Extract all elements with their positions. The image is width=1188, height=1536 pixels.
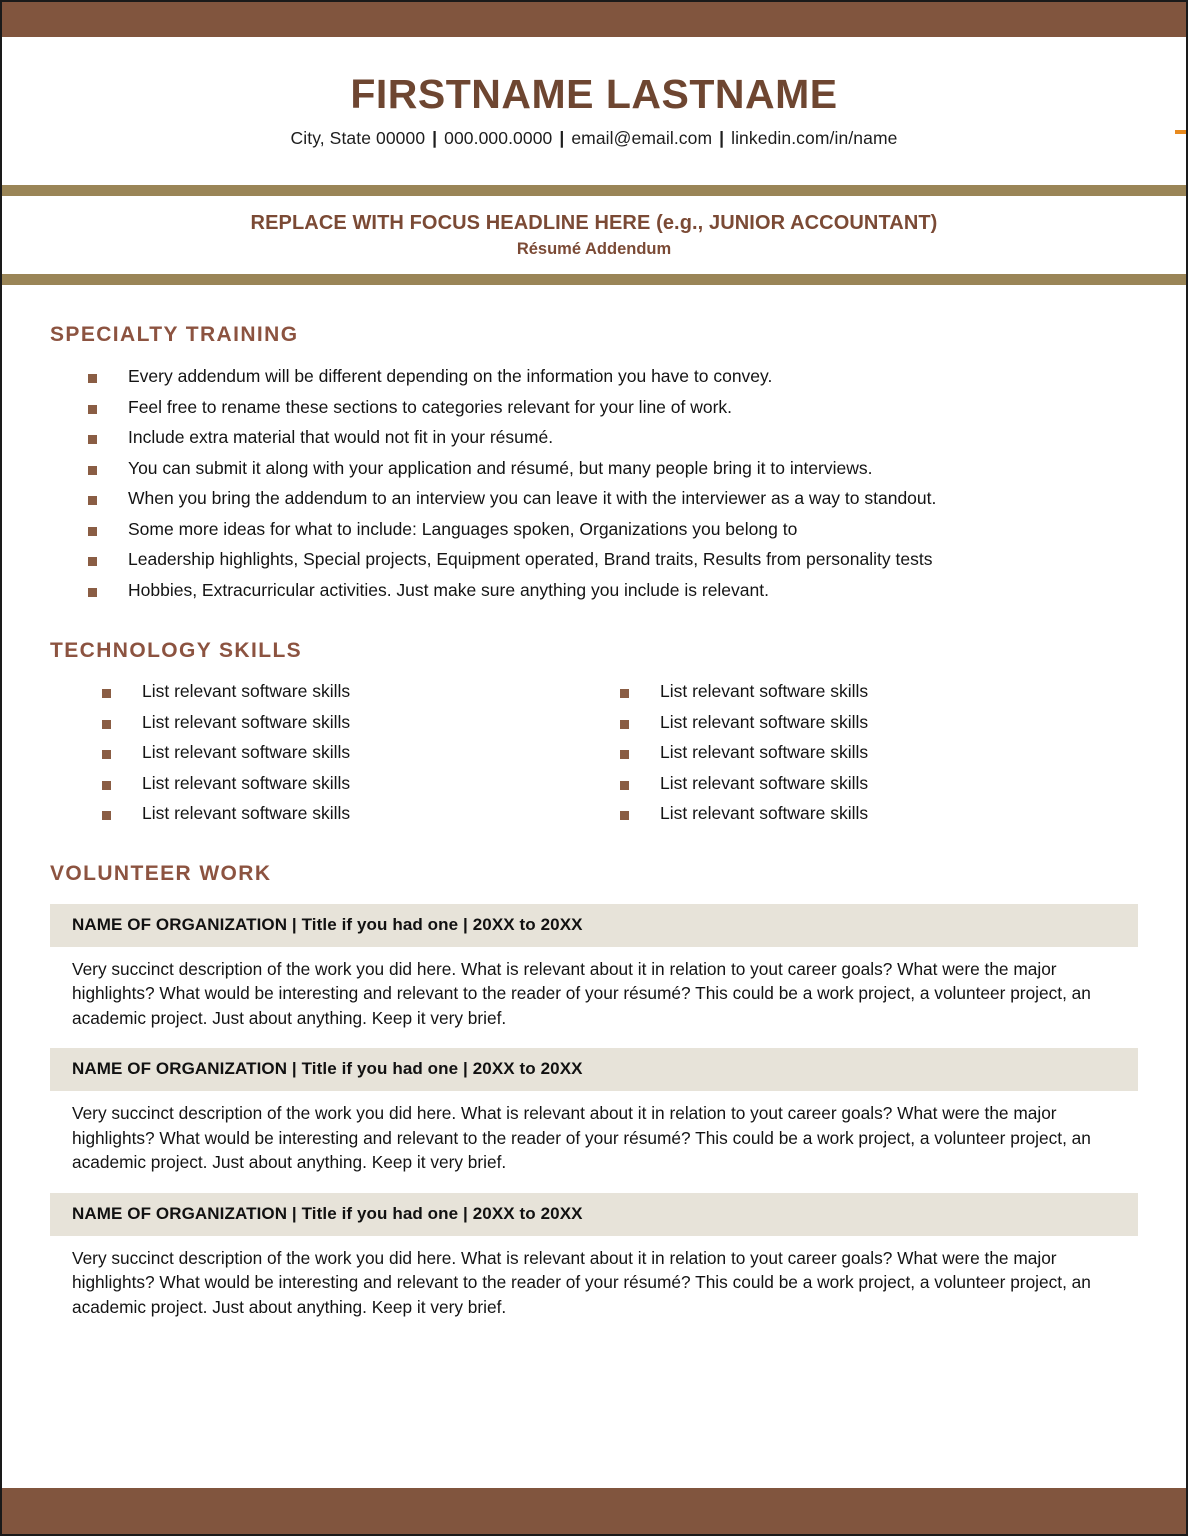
volunteer-entry-heading: NAME OF ORGANIZATION | Title if you had one | 20XX to 20XX	[50, 904, 1138, 947]
volunteer-entry	[50, 904, 1138, 1031]
contact-phone: 000.000.0000	[444, 127, 553, 148]
technology-skills-columns	[50, 683, 1138, 836]
volunteer-entry	[50, 1193, 1138, 1320]
volunteer-entry-description: Very succinct description of the work you did here. What is relevant about it in relation to yout career goals? What were the major highlights? What would be interesting and relevant to the reader of your résumé? This could be a work project, a volunteer project, an academic project. Just about anything. Keep it very brief.	[72, 1103, 1091, 1173]
volunteer-entry-description: Very succinct description of the work you did here. What is relevant about it in relation to yout career goals? What were the major highlights? What would be interesting and relevant to the reader of your résumé? This could be a work project, a volunteer project, an academic project. Just about anything. Keep it very brief.	[72, 958, 1091, 1028]
focus-headline: REPLACE WITH FOCUS HEADLINE HERE (e.g., JUNIOR ACCOUNTANT)	[250, 212, 938, 234]
bottom-brown-band	[2, 1488, 1186, 1534]
list-item: Feel free to rename these sections to categories relevant for your line of work.	[88, 399, 1138, 417]
volunteer-entry	[50, 1048, 1138, 1175]
gold-divider-top	[2, 185, 1186, 196]
contact-separator-1: |	[432, 127, 438, 148]
list-item: List relevant software skills	[102, 714, 620, 732]
section-heading-technology-skills: TECHNOLOGY SKILLS	[50, 639, 303, 662]
volunteer-entry-heading: NAME OF ORGANIZATION | Title if you had one | 20XX to 20XX	[50, 1193, 1138, 1236]
list-item: List relevant software skills	[620, 714, 1138, 732]
list-item: Some more ideas for what to include: Languages spoken, Organizations you belong to	[88, 521, 1138, 539]
list-item: List relevant software skills	[102, 744, 620, 762]
section-heading-volunteer-work: VOLUNTEER WORK	[50, 861, 272, 885]
contact-line	[291, 128, 898, 149]
contact-separator-2: |	[559, 127, 565, 148]
technology-skills-list-left	[102, 683, 620, 823]
list-item: List relevant software skills	[620, 744, 1138, 762]
list-item: List relevant software skills	[620, 805, 1138, 823]
list-item: List relevant software skills	[620, 775, 1138, 793]
list-item: List relevant software skills	[102, 805, 620, 823]
list-item: List relevant software skills	[620, 683, 1138, 701]
list-item: List relevant software skills	[102, 683, 620, 701]
document-body	[2, 285, 1186, 1488]
top-brown-band	[2, 2, 1186, 37]
focus-headline-block	[2, 196, 1186, 274]
technology-skills-list-right	[620, 683, 1138, 823]
technology-skills-column-left	[102, 683, 620, 836]
contact-location: City, State 00000	[290, 127, 426, 148]
volunteer-entry-heading: NAME OF ORGANIZATION | Title if you had one | 20XX to 20XX	[50, 1048, 1138, 1091]
list-item: Every addendum will be different depending on the information you have to convey.	[88, 368, 1138, 386]
technology-skills-column-right	[620, 683, 1138, 836]
contact-linkedin: linkedin.com/in/name	[731, 127, 898, 148]
list-item: List relevant software skills	[102, 775, 620, 793]
list-item: Include extra material that would not fit in your résumé.	[88, 429, 1138, 447]
specialty-training-list	[88, 368, 1138, 599]
list-item: When you bring the addendum to an interview you can leave it with the interviewer as a way to standout.	[88, 490, 1138, 508]
contact-email: email@email.com	[571, 127, 713, 148]
list-item: You can submit it along with your application and résumé, but many people bring it to interviews.	[88, 460, 1138, 478]
document-header	[2, 37, 1186, 185]
contact-separator-3: |	[719, 127, 725, 148]
list-item: Hobbies, Extracurricular activities. Just make sure anything you include is relevant.	[88, 582, 1138, 600]
list-item: Leadership highlights, Special projects, Equipment operated, Brand traits, Results from personality tests	[88, 551, 1138, 569]
focus-subtitle: Résumé Addendum	[516, 240, 672, 258]
page-title: FIRSTNAME LASTNAME	[350, 71, 838, 118]
section-heading-specialty-training: SPECIALTY TRAINING	[50, 323, 299, 346]
gold-divider-bottom	[2, 274, 1186, 285]
volunteer-entry-description: Very succinct description of the work you did here. What is relevant about it in relation to yout career goals? What were the major highlights? What would be interesting and relevant to the reader of your résumé? This could be a work project, a volunteer project, an academic project. Just about anything. Keep it very brief.	[72, 1247, 1091, 1317]
